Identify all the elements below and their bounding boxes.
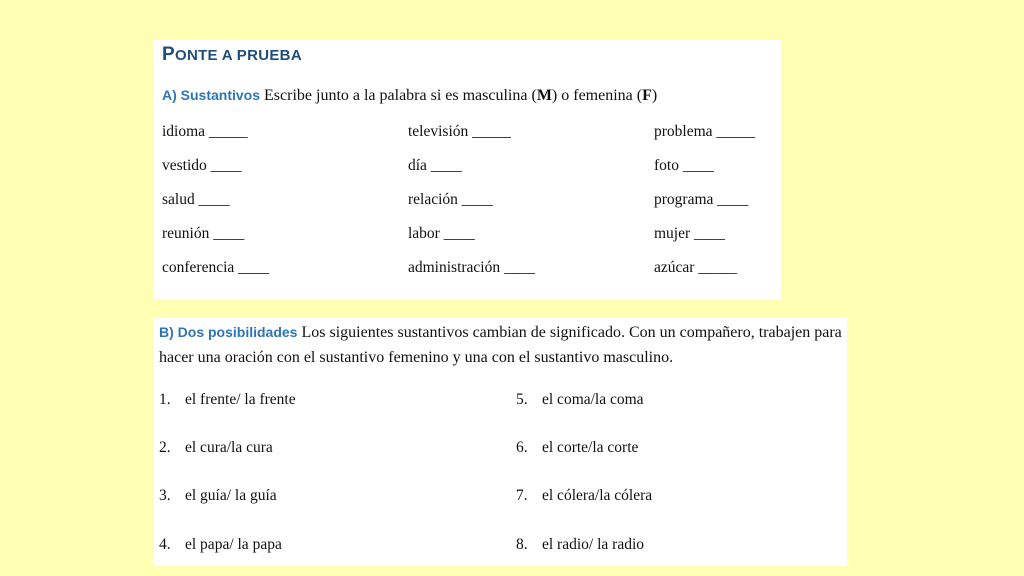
page-title [162, 44, 302, 66]
item-number: 6. [516, 439, 528, 456]
list-item [159, 536, 282, 554]
exercise-b-instruction [159, 320, 843, 370]
feminine-letter: F [642, 87, 652, 104]
item-text: el papa/ la papa [185, 536, 282, 553]
list-item [516, 391, 644, 409]
word-item: conferencia ____ [162, 259, 270, 276]
item-number: 3. [159, 487, 171, 504]
exercise-a-heading: A) Sustantivos [162, 87, 261, 103]
item-text: el guía/ la guía [185, 487, 277, 504]
item-text: el coma/la coma [542, 391, 644, 408]
instruction-text: ) [651, 87, 658, 104]
word-item: relación ____ [408, 191, 493, 208]
instruction-text: Los siguientes sustantivos cambian de significado. Con un compañero, trabajen para hacer una oración con el sustantivo femenino y una con el sustantivo masculino. [159, 324, 842, 366]
item-number: 4. [159, 536, 171, 553]
word-item: foto ____ [654, 157, 714, 174]
masculine-letter: M [536, 87, 552, 104]
item-text: el cólera/la cólera [542, 487, 653, 504]
word-item: vestido ____ [162, 157, 242, 174]
item-number: 1. [159, 391, 171, 408]
list-item [159, 487, 277, 505]
exercise-b-panel [153, 318, 847, 566]
instruction-text: Escribe junto a la palabra si es masculina ( [260, 87, 537, 104]
word-item: programa ____ [654, 191, 749, 208]
exercise-a-panel [153, 40, 781, 299]
title-rest: ONTE A PRUEBA [174, 47, 302, 64]
item-text: el cura/la cura [185, 439, 273, 456]
word-item: día ____ [408, 157, 462, 174]
exercise-b-heading: B) Dos posibilidades [159, 324, 298, 340]
word-item: idioma _____ [162, 123, 248, 140]
item-number: 7. [516, 487, 528, 504]
list-item [516, 439, 638, 457]
item-text: el frente/ la frente [185, 391, 296, 408]
item-number: 5. [516, 391, 528, 408]
exercise-a-instruction [162, 87, 657, 105]
list-item [159, 439, 273, 457]
title-initial: P [162, 44, 175, 65]
word-item: salud ____ [162, 191, 230, 208]
word-item: reunión ____ [162, 225, 245, 242]
word-item: televisión _____ [408, 123, 511, 140]
item-text: el corte/la corte [542, 439, 639, 456]
word-item: problema _____ [654, 123, 756, 140]
word-item: labor ____ [408, 225, 475, 242]
item-number: 8. [516, 536, 528, 553]
list-item [159, 391, 296, 409]
word-item: mujer ____ [654, 225, 726, 242]
instruction-text: ) o femenina ( [551, 87, 643, 104]
item-number: 2. [159, 439, 171, 456]
word-item: administración ____ [408, 259, 535, 276]
word-item: azúcar _____ [654, 259, 738, 276]
item-text: el radio/ la radio [542, 536, 644, 553]
list-item [516, 536, 644, 554]
list-item [516, 487, 652, 505]
